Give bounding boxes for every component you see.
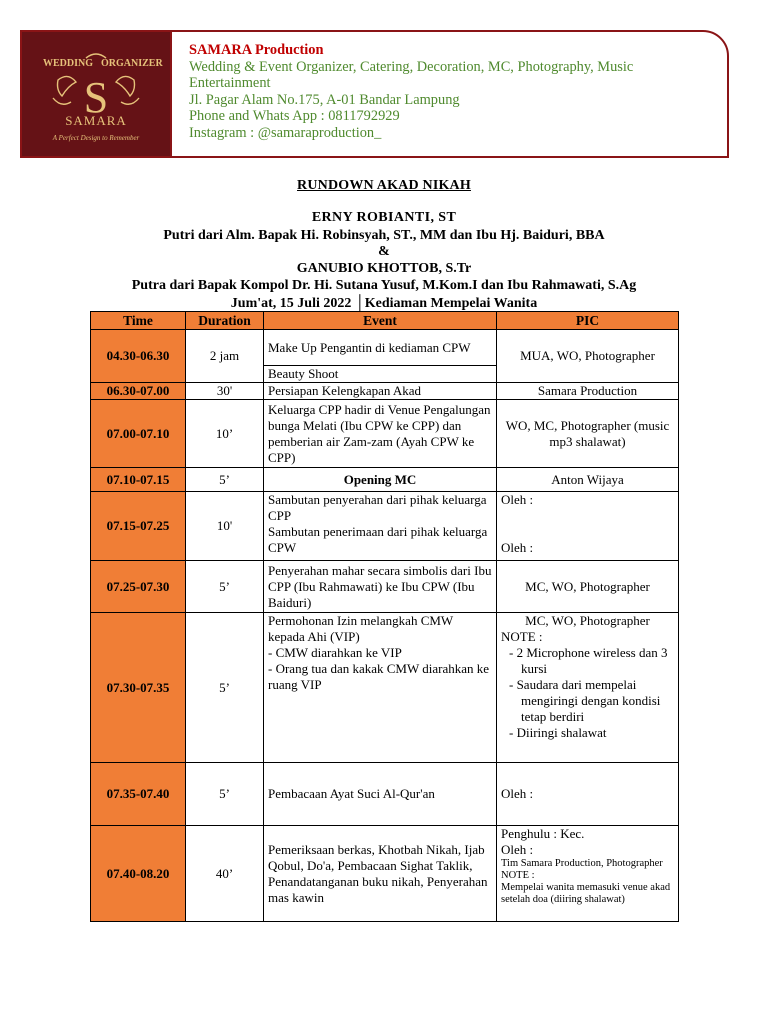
pic-cell: Anton Wijaya — [497, 468, 679, 492]
company-address: Jl. Pagar Alam No.175, A-01 Bandar Lampung — [189, 91, 460, 108]
samara-logo-icon — [23, 32, 169, 156]
letterhead — [20, 30, 729, 158]
pic-cell — [497, 492, 679, 561]
event-cell: Penyerahan mahar secara simbolis dari Ibu CPP (Ibu Rahmawati) ke Ibu CPW (Ibu Baiduri) — [264, 561, 497, 613]
company-services: Wedding & Event Organizer, Catering, Decoration, MC, Photography, Music Entertainment — [189, 58, 634, 91]
time-cell: 04.30-06.30 — [91, 330, 186, 383]
duration-cell: 40’ — [186, 826, 264, 922]
company-info — [189, 42, 717, 141]
time-cell: 07.15-07.25 — [91, 492, 186, 561]
duration-cell: 5’ — [186, 561, 264, 613]
table-row — [91, 400, 679, 468]
duration-cell: 30' — [186, 383, 264, 400]
header-duration: Duration — [186, 312, 264, 330]
event-cell — [264, 492, 497, 561]
pic-line: - 2 Microphone wireless dan 3 kursi — [509, 645, 668, 676]
company-name: SAMARA Production — [189, 42, 324, 58]
duration-cell: 5’ — [186, 613, 264, 763]
ampersand: & — [378, 244, 390, 259]
svg-text:WEDDING: WEDDING — [43, 58, 94, 69]
time-cell: 07.35-07.40 — [91, 763, 186, 826]
time-cell: 07.00-07.10 — [91, 400, 186, 468]
table-header-row — [91, 312, 679, 330]
svg-text:S: S — [83, 73, 109, 122]
pic-line: MC, WO, Photographer — [525, 613, 650, 628]
company-logo — [22, 32, 172, 156]
pic-cell — [497, 826, 679, 922]
pic-cell: Oleh : — [497, 763, 679, 826]
groom-parents: Putra dari Bapak Kompol Dr. Hi. Sutana Yusuf, M.Kom.I dan Ibu Rahmawati, S.Ag — [131, 278, 637, 293]
duration-cell: 10’ — [186, 400, 264, 468]
pic-line: - Diiringi shalawat — [509, 725, 607, 740]
pic-line: NOTE : — [501, 870, 535, 881]
company-phone: Phone and Whats App : 0811792929 — [189, 108, 400, 124]
event-cell: Persiapan Kelengkapan Akad — [264, 383, 497, 400]
header-pic: PIC — [497, 312, 679, 330]
svg-text:SAMARA: SAMARA — [65, 113, 127, 128]
event-line: Sambutan penerimaan dari pihak keluarga CPW — [268, 524, 488, 555]
duration-cell: 5’ — [186, 468, 264, 492]
rundown-table — [90, 311, 679, 922]
pic-cell: WO, MC, Photographer (music mp3 shalawat) — [497, 400, 679, 468]
table-row — [91, 763, 679, 826]
pic-cell: MUA, WO, Photographer — [497, 330, 679, 383]
event-cell — [264, 613, 497, 763]
event-line: Permohonan Izin melangkah CMW kepada Ahi (VIP) — [268, 613, 453, 644]
duration-cell: 2 jam — [186, 330, 264, 383]
pic-line: Oleh : — [501, 540, 534, 555]
duration-cell: 5’ — [186, 763, 264, 826]
time-cell: 07.30-07.35 — [91, 613, 186, 763]
event-line: Sambutan penyerahan dari pihak keluarga CPP — [268, 492, 487, 523]
svg-text:ORGANIZER: ORGANIZER — [101, 58, 163, 69]
table-row — [91, 492, 679, 561]
company-instagram: Instagram : @samaraproduction_ — [189, 124, 382, 141]
groom-name: GANUBIO KHOTTOB, S.Tr — [296, 261, 472, 276]
event-cell: Keluarga CPP hadir di Venue Pengalungan bunga Melati (Ibu CPW ke CPP) dan pemberian air Zam-zam (Ayah CPW ke CPP) — [264, 400, 497, 468]
pic-line: Penghulu : Kec. — [501, 826, 585, 841]
time-cell: 07.10-07.15 — [91, 468, 186, 492]
event-cell: Opening MC — [264, 468, 497, 492]
table-row — [91, 561, 679, 613]
event-cell: Make Up Pengantin di kediaman CPW — [264, 330, 497, 366]
event-cell: Pembacaan Ayat Suci Al-Qur'an — [264, 763, 497, 826]
event-line: - Orang tua dan kakak CMW diarahkan ke ruang VIP — [268, 661, 490, 692]
table-row — [91, 468, 679, 492]
pic-cell: MC, WO, Photographer — [497, 561, 679, 613]
bride-parents: Putri dari Alm. Bapak Hi. Robinsyah, ST., MM dan Ibu Hj. Baiduri, BBA — [163, 228, 605, 243]
time-cell: 06.30-07.00 — [91, 383, 186, 400]
table-row — [91, 613, 679, 763]
time-cell: 07.40-08.20 — [91, 826, 186, 922]
time-cell: 07.25-07.30 — [91, 561, 186, 613]
document-title: RUNDOWN AKAD NIKAH — [297, 178, 471, 193]
header-time: Time — [91, 312, 186, 330]
header-event: Event — [264, 312, 497, 330]
table-row — [91, 383, 679, 400]
event-cell: Beauty Shoot — [264, 366, 497, 383]
pic-line: Oleh : — [501, 492, 534, 507]
table-row — [91, 826, 679, 922]
pic-cell — [497, 613, 679, 763]
date-place: Jum'at, 15 Juli 2022 │Kediaman Mempelai Wanita — [230, 296, 538, 311]
pic-line: Mempelai wanita memasuki venue akad setelah doa (diiring shalawat) — [501, 882, 671, 905]
duration-cell: 10' — [186, 492, 264, 561]
svg-text:A Perfect Design to Remember: A Perfect Design to Remember — [52, 134, 140, 142]
pic-cell: Samara Production — [497, 383, 679, 400]
event-line: - CMW diarahkan ke VIP — [268, 645, 402, 660]
pic-line: - Saudara dari mempelai mengiringi dengan kondisi tetap berdiri — [509, 677, 661, 724]
bride-name: ERNY ROBIANTI, ST — [311, 210, 457, 225]
pic-line: NOTE : — [501, 629, 543, 644]
pic-line: Oleh : — [501, 842, 534, 857]
pic-line: Tim Samara Production, Photographer — [501, 858, 663, 869]
event-cell: Pemeriksaan berkas, Khotbah Nikah, Ijab Qobul, Do'a, Pembacaan Sighat Taklik, Penandatanganan buku nikah, Penyerahan mas kawin — [264, 826, 497, 922]
table-row — [91, 330, 679, 366]
